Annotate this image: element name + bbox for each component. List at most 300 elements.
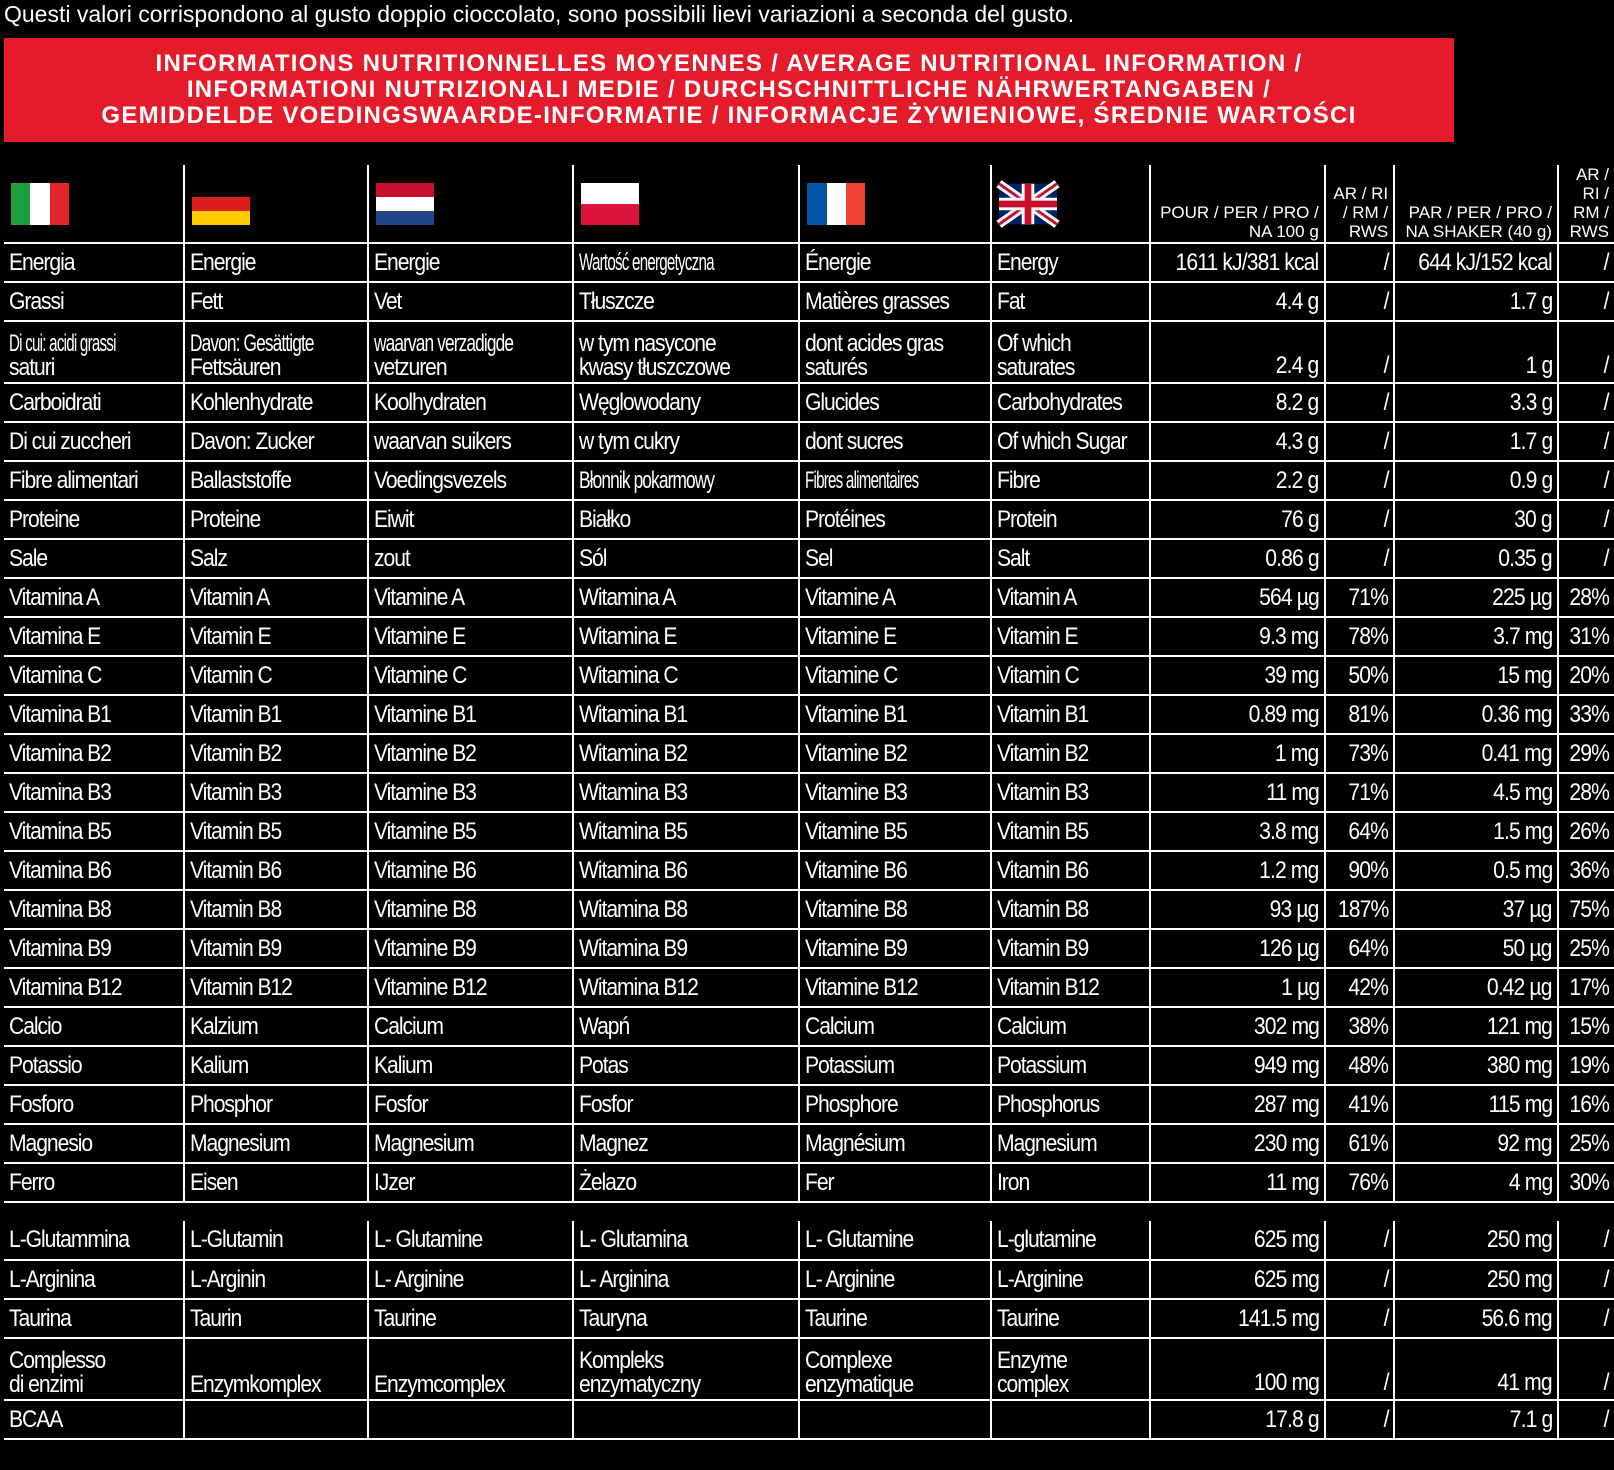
label-text: Vitamine A [805,583,896,611]
label-text: Vitamin B5 [997,817,1089,845]
label-fr [799,321,991,383]
value-per-shaker-text: 3.7 mg [1492,622,1552,650]
label-it [4,461,184,500]
label-line: Kompleks [579,1347,664,1374]
ri-per-shaker-text: 19% [1569,1051,1609,1079]
label-text: Matières grasses [805,287,950,315]
label-fr [799,1338,991,1400]
label-fr [799,890,991,929]
value-per-100g [1150,321,1324,383]
label-nl [368,617,573,656]
value-per-100g-text: 141.5 mg [1237,1304,1319,1332]
ri-per-shaker [1558,1046,1614,1085]
value-per-100g [1150,1260,1324,1299]
uk-flag-icon [999,183,1057,225]
label-text: Vitamin B2 [190,739,282,767]
value-per-100g-text: 39 mg [1264,661,1319,689]
table-row [4,578,1614,617]
label-line: Di cui: acidi grassi [9,330,116,357]
value-per-shaker [1394,1221,1558,1260]
label-fr [799,1085,991,1124]
value-per-100g-text: 287 mg [1253,1090,1319,1118]
value-per-100g [1150,1299,1324,1338]
label-line: enzymatyczny [579,1371,701,1398]
label-fr [799,578,991,617]
label-text: Vitamine B12 [374,973,487,1001]
label-text: zout [374,544,410,572]
label-text: L- Arginine [805,1265,895,1293]
value-per-shaker [1394,1007,1558,1046]
flag-cell [368,165,573,243]
label-text: w tym cukry [579,427,680,455]
label-text: Potassium [997,1051,1087,1079]
value-per-shaker [1394,383,1558,422]
table-row [4,1124,1614,1163]
value-per-shaker-text: 0.5 mg [1492,856,1552,884]
label-text: Sel [805,544,833,572]
table-row [4,243,1614,282]
label-nl [368,1400,573,1439]
value-per-shaker-text: 250 mg [1486,1226,1552,1253]
label-text: Kalium [374,1051,433,1079]
label-text: Vitamin A [190,583,270,611]
flag-cell [799,165,991,243]
label-de [184,890,368,929]
label-line: complex [997,1371,1069,1398]
label-fr [799,500,991,539]
ri-per-shaker-text: / [1604,427,1609,455]
label-text: Vitamina E [9,622,101,650]
label-text: Vitamin B6 [190,856,282,884]
label-text: Sól [579,544,607,572]
value-per-shaker-text: 0.42 µg [1487,973,1552,1001]
ri-per-100g [1325,539,1394,578]
ri-per-100g-text: 64% [1348,817,1389,845]
label-text: L-Arginine [997,1265,1083,1293]
label-text: Energy [997,248,1058,276]
value-per-100g [1150,461,1324,500]
label-de [184,1124,368,1163]
value-per-shaker [1394,500,1558,539]
label-it [4,929,184,968]
label-nl [368,461,573,500]
ri-per-shaker-text: 25% [1569,934,1609,962]
ri-per-100g [1325,243,1394,282]
label-de [184,1046,368,1085]
label-text: BCAA [9,1405,63,1433]
value-per-shaker [1394,539,1558,578]
value-per-100g-text: 1 µg [1280,973,1319,1001]
label-text: Vitamin B1 [997,700,1089,728]
ri-per-100g-text: 90% [1348,856,1389,884]
value-per-shaker-text: 3.3 g [1509,388,1552,416]
label-it [4,1400,184,1439]
label-text: Vitamina A [9,583,100,611]
label-pl [573,695,799,734]
value-per-100g [1150,1007,1324,1046]
ri-per-shaker [1558,422,1614,461]
value-per-100g-text: 1.2 mg [1259,856,1319,884]
ri-per-100g-text: 61% [1348,1129,1389,1157]
label-text: Vitamine B2 [805,739,908,767]
label-line: waarvan verzadigde [374,330,514,357]
label-text: Grassi [9,287,64,315]
label-it [4,422,184,461]
value-per-shaker [1394,1400,1558,1439]
label-text: Vitamina B2 [9,739,111,767]
table-row [4,1299,1614,1338]
value-per-shaker-text: 4.5 mg [1492,778,1552,806]
label-nl [368,1221,573,1260]
label-text: Magnesio [9,1129,93,1157]
ri-per-100g-text: 81% [1348,700,1389,728]
ri-per-100g-text: / [1383,505,1389,533]
table-row [4,617,1614,656]
value-per-shaker [1394,1085,1558,1124]
value-per-100g-text: 0.89 mg [1248,700,1319,728]
label-text: Vitamin B9 [997,934,1089,962]
ri-per-100g-text: / [1383,466,1389,494]
label-de [184,1007,368,1046]
value-per-100g [1150,1046,1324,1085]
value-per-100g [1150,539,1324,578]
ri-per-100g [1325,617,1394,656]
value-per-100g-text: 11 mg [1266,1168,1319,1196]
label-text: Kohlenhydrate [190,388,313,416]
label-it [4,1007,184,1046]
ri-per-shaker-text: 36% [1569,856,1609,884]
label-text: IJzer [374,1168,415,1196]
label-text: Voedingsvezels [374,466,507,494]
label-nl [368,422,573,461]
value-per-shaker [1394,1046,1558,1085]
label-pl [573,461,799,500]
label-en [991,890,1150,929]
ri-per-shaker-text: 15% [1569,1012,1609,1040]
label-en [991,695,1150,734]
label-pl [573,890,799,929]
label-text: L-Glutammina [9,1226,129,1253]
label-text: Vitamina C [9,661,102,689]
label-text: Magnesium [997,1129,1097,1157]
label-pl [573,578,799,617]
value-per-100g-text: 564 µg [1259,583,1319,611]
label-text: Protein [997,505,1057,533]
label-it [4,656,184,695]
label-nl [368,1085,573,1124]
label-text: Glucides [805,388,879,416]
section-gap [4,1202,1614,1221]
label-text: Vitamine B1 [805,700,908,728]
ri-per-100g-text: / [1383,248,1389,276]
value-per-shaker [1394,461,1558,500]
label-text: Witamina B1 [579,700,688,728]
label-it [4,243,184,282]
label-en [991,1007,1150,1046]
label-text: Eiwit [374,505,414,533]
label-text: Ferro [9,1168,55,1196]
table-row [4,968,1614,1007]
ri-per-shaker-text: / [1604,1405,1609,1433]
value-per-100g-text: 3.8 mg [1259,817,1319,845]
table-row [4,1007,1614,1046]
label-text: Vitamine B3 [805,778,908,806]
label-de [184,422,368,461]
label-de [184,500,368,539]
label-text: Carbohydrates [997,388,1122,416]
ri-per-100g-text: 42% [1348,973,1389,1001]
label-fr [799,656,991,695]
label-it [4,890,184,929]
ri-per-100g-text: 38% [1348,1012,1389,1040]
label-en [991,1085,1150,1124]
label-line: saturates [997,354,1075,381]
label-text: L-Glutamin [190,1226,284,1253]
value-per-100g-text: 9.3 mg [1259,622,1319,650]
label-text: L- Arginine [374,1265,464,1293]
label-text: Taurin [190,1304,242,1332]
label-pl [573,1338,799,1400]
label-text: Vitamina B6 [9,856,111,884]
value-per-shaker [1394,968,1558,1007]
label-text: dont sucres [805,427,903,455]
label-nl [368,968,573,1007]
ri-per-100g [1325,1299,1394,1338]
flavour-note: Questi valori corrispondono al gusto doppio cioccolato, sono possibili lievi variazioni a seconda del gusto. [4,1,1075,27]
label-line: w tym nasycone [579,330,716,357]
ri-per-shaker [1558,500,1614,539]
label-text: Energia [9,248,75,276]
label-en [991,1221,1150,1260]
ri-per-100g [1325,321,1394,383]
label-nl [368,1046,573,1085]
label-fr [799,734,991,773]
header-ri-100g: AR / RI / RM / RWS [1325,165,1394,243]
ri-per-100g [1325,578,1394,617]
label-text: Witamina B5 [579,817,688,845]
label-text: Taurine [374,1304,437,1332]
label-line: saturés [805,354,868,381]
value-per-100g-text: 625 mg [1253,1226,1319,1253]
label-de [184,1400,368,1439]
label-fr [799,422,991,461]
value-per-100g-text: 11 mg [1266,778,1319,806]
label-fr [799,539,991,578]
ri-per-shaker [1558,890,1614,929]
label-en [991,1299,1150,1338]
label-it [4,968,184,1007]
value-per-shaker [1394,1124,1558,1163]
ri-per-shaker-text: 31% [1569,622,1609,650]
table-row [4,1221,1614,1260]
value-per-shaker [1394,1260,1558,1299]
label-text: Ballaststoffe [190,466,292,494]
ri-per-shaker-text: / [1604,466,1609,494]
label-de [184,243,368,282]
ri-per-shaker-text: 75% [1569,895,1609,923]
label-text: Vet [374,287,402,315]
ri-per-100g-text: 187% [1337,895,1389,923]
label-de [184,1338,368,1400]
label-text: Davon: Zucker [190,427,315,455]
label-line: Enzyme [997,1347,1068,1374]
label-text: Magnesium [190,1129,291,1157]
ri-per-shaker [1558,851,1614,890]
label-text: Fibres alimentaires [805,466,919,494]
ri-per-100g [1325,282,1394,321]
label-it [4,1085,184,1124]
value-per-100g [1150,812,1324,851]
label-text: Vitamin B1 [190,700,282,728]
ri-per-100g-text: 73% [1348,739,1389,767]
ri-per-100g [1325,461,1394,500]
label-text: Fett [190,287,223,315]
label-de [184,812,368,851]
ri-per-100g [1325,1085,1394,1124]
label-pl [573,422,799,461]
value-per-100g-text: 76 g [1281,505,1319,533]
value-per-shaker [1394,321,1558,383]
value-per-100g-text: 230 mg [1253,1129,1319,1157]
ri-per-100g-text: / [1383,388,1389,416]
label-pl [573,617,799,656]
value-per-shaker-text: 7.1 g [1509,1405,1552,1433]
label-text: L- Glutamine [805,1226,914,1253]
label-fr [799,1124,991,1163]
title-banner [4,38,1454,142]
label-line [374,1349,544,1373]
value-per-shaker-text: 1.7 g [1509,287,1552,315]
value-per-100g [1150,422,1324,461]
label-it [4,812,184,851]
value-per-100g [1150,243,1324,282]
label-pl [573,656,799,695]
label-text: Vitamin C [997,661,1079,689]
label-pl [573,539,799,578]
ri-per-100g [1325,500,1394,539]
label-text: Vitamin E [997,622,1078,650]
flag-cell [991,165,1150,243]
flag-cell [184,165,368,243]
ri-per-100g-text: / [1383,1226,1389,1253]
label-pl [573,929,799,968]
label-nl [368,1260,573,1299]
value-per-100g-text: 100 mg [1253,1369,1319,1396]
header-ri-shaker: AR / RI / RM / RWS [1558,165,1614,243]
label-text: Vitamine B1 [374,700,476,728]
label-pl [573,243,799,282]
label-it [4,734,184,773]
label-pl [573,1400,799,1439]
ri-per-shaker [1558,1007,1614,1046]
table-row [4,1163,1614,1202]
label-text: Vitamin E [190,622,271,650]
label-de [184,1085,368,1124]
ri-per-100g [1325,1221,1394,1260]
label-text: Vitamine B6 [374,856,476,884]
ri-per-shaker-text: 26% [1569,817,1609,845]
table-row [4,851,1614,890]
value-per-100g [1150,968,1324,1007]
label-text: Witamina B9 [579,934,688,962]
ri-per-shaker-text: 29% [1569,739,1609,767]
label-de [184,734,368,773]
value-per-shaker [1394,1163,1558,1202]
ri-per-shaker-text: 25% [1569,1129,1609,1157]
label-de [184,968,368,1007]
value-per-100g [1150,500,1324,539]
label-it [4,1163,184,1202]
value-per-shaker-text: 0.35 g [1498,544,1552,572]
netherlands-flag-icon [376,183,434,225]
label-fr [799,851,991,890]
ri-per-shaker-text: 30% [1569,1168,1609,1196]
label-line [190,1349,341,1373]
label-en [991,929,1150,968]
label-pl [573,500,799,539]
label-text: Calcio [9,1012,62,1040]
ri-per-100g-text: 48% [1348,1051,1389,1079]
label-it [4,1299,184,1338]
label-text: Witamina B8 [579,895,688,923]
label-it [4,851,184,890]
label-de [184,539,368,578]
ri-per-shaker-text: / [1604,1369,1609,1396]
ri-per-shaker-text: / [1604,388,1609,416]
ri-per-100g [1325,1046,1394,1085]
value-per-shaker [1394,422,1558,461]
label-pl [573,1260,799,1299]
value-per-100g [1150,282,1324,321]
table-row [4,500,1614,539]
value-per-shaker-text: 0.9 g [1509,466,1552,494]
ri-per-100g-text: 78% [1348,622,1389,650]
ri-per-shaker [1558,243,1614,282]
ri-per-shaker-text: / [1604,287,1609,315]
label-text: Of which Sugar [997,427,1127,455]
ri-per-shaker [1558,1085,1614,1124]
label-text: Fibre alimentari [9,466,138,494]
value-per-shaker [1394,243,1558,282]
label-text: Vitamin B3 [190,778,282,806]
label-fr [799,1163,991,1202]
label-pl [573,1046,799,1085]
label-fr [799,773,991,812]
label-line: Complexe [805,1347,892,1374]
label-text: Vitamin B8 [997,895,1089,923]
ri-per-shaker-text: / [1604,544,1609,572]
label-it [4,1046,184,1085]
label-de [184,1221,368,1260]
ri-per-shaker [1558,383,1614,422]
value-per-shaker [1394,929,1558,968]
label-text: Vitamine C [374,661,467,689]
label-de [184,929,368,968]
value-per-100g-text: 625 mg [1253,1265,1319,1293]
label-en [991,422,1150,461]
label-it [4,695,184,734]
ri-per-100g [1325,929,1394,968]
label-text: Magnez [579,1129,649,1157]
ri-per-100g [1325,890,1394,929]
label-de [184,321,368,383]
label-pl [573,773,799,812]
label-fr [799,617,991,656]
table-row [4,929,1614,968]
label-line: di enzimi [9,1371,83,1398]
label-it [4,1221,184,1260]
table-row [4,1085,1614,1124]
